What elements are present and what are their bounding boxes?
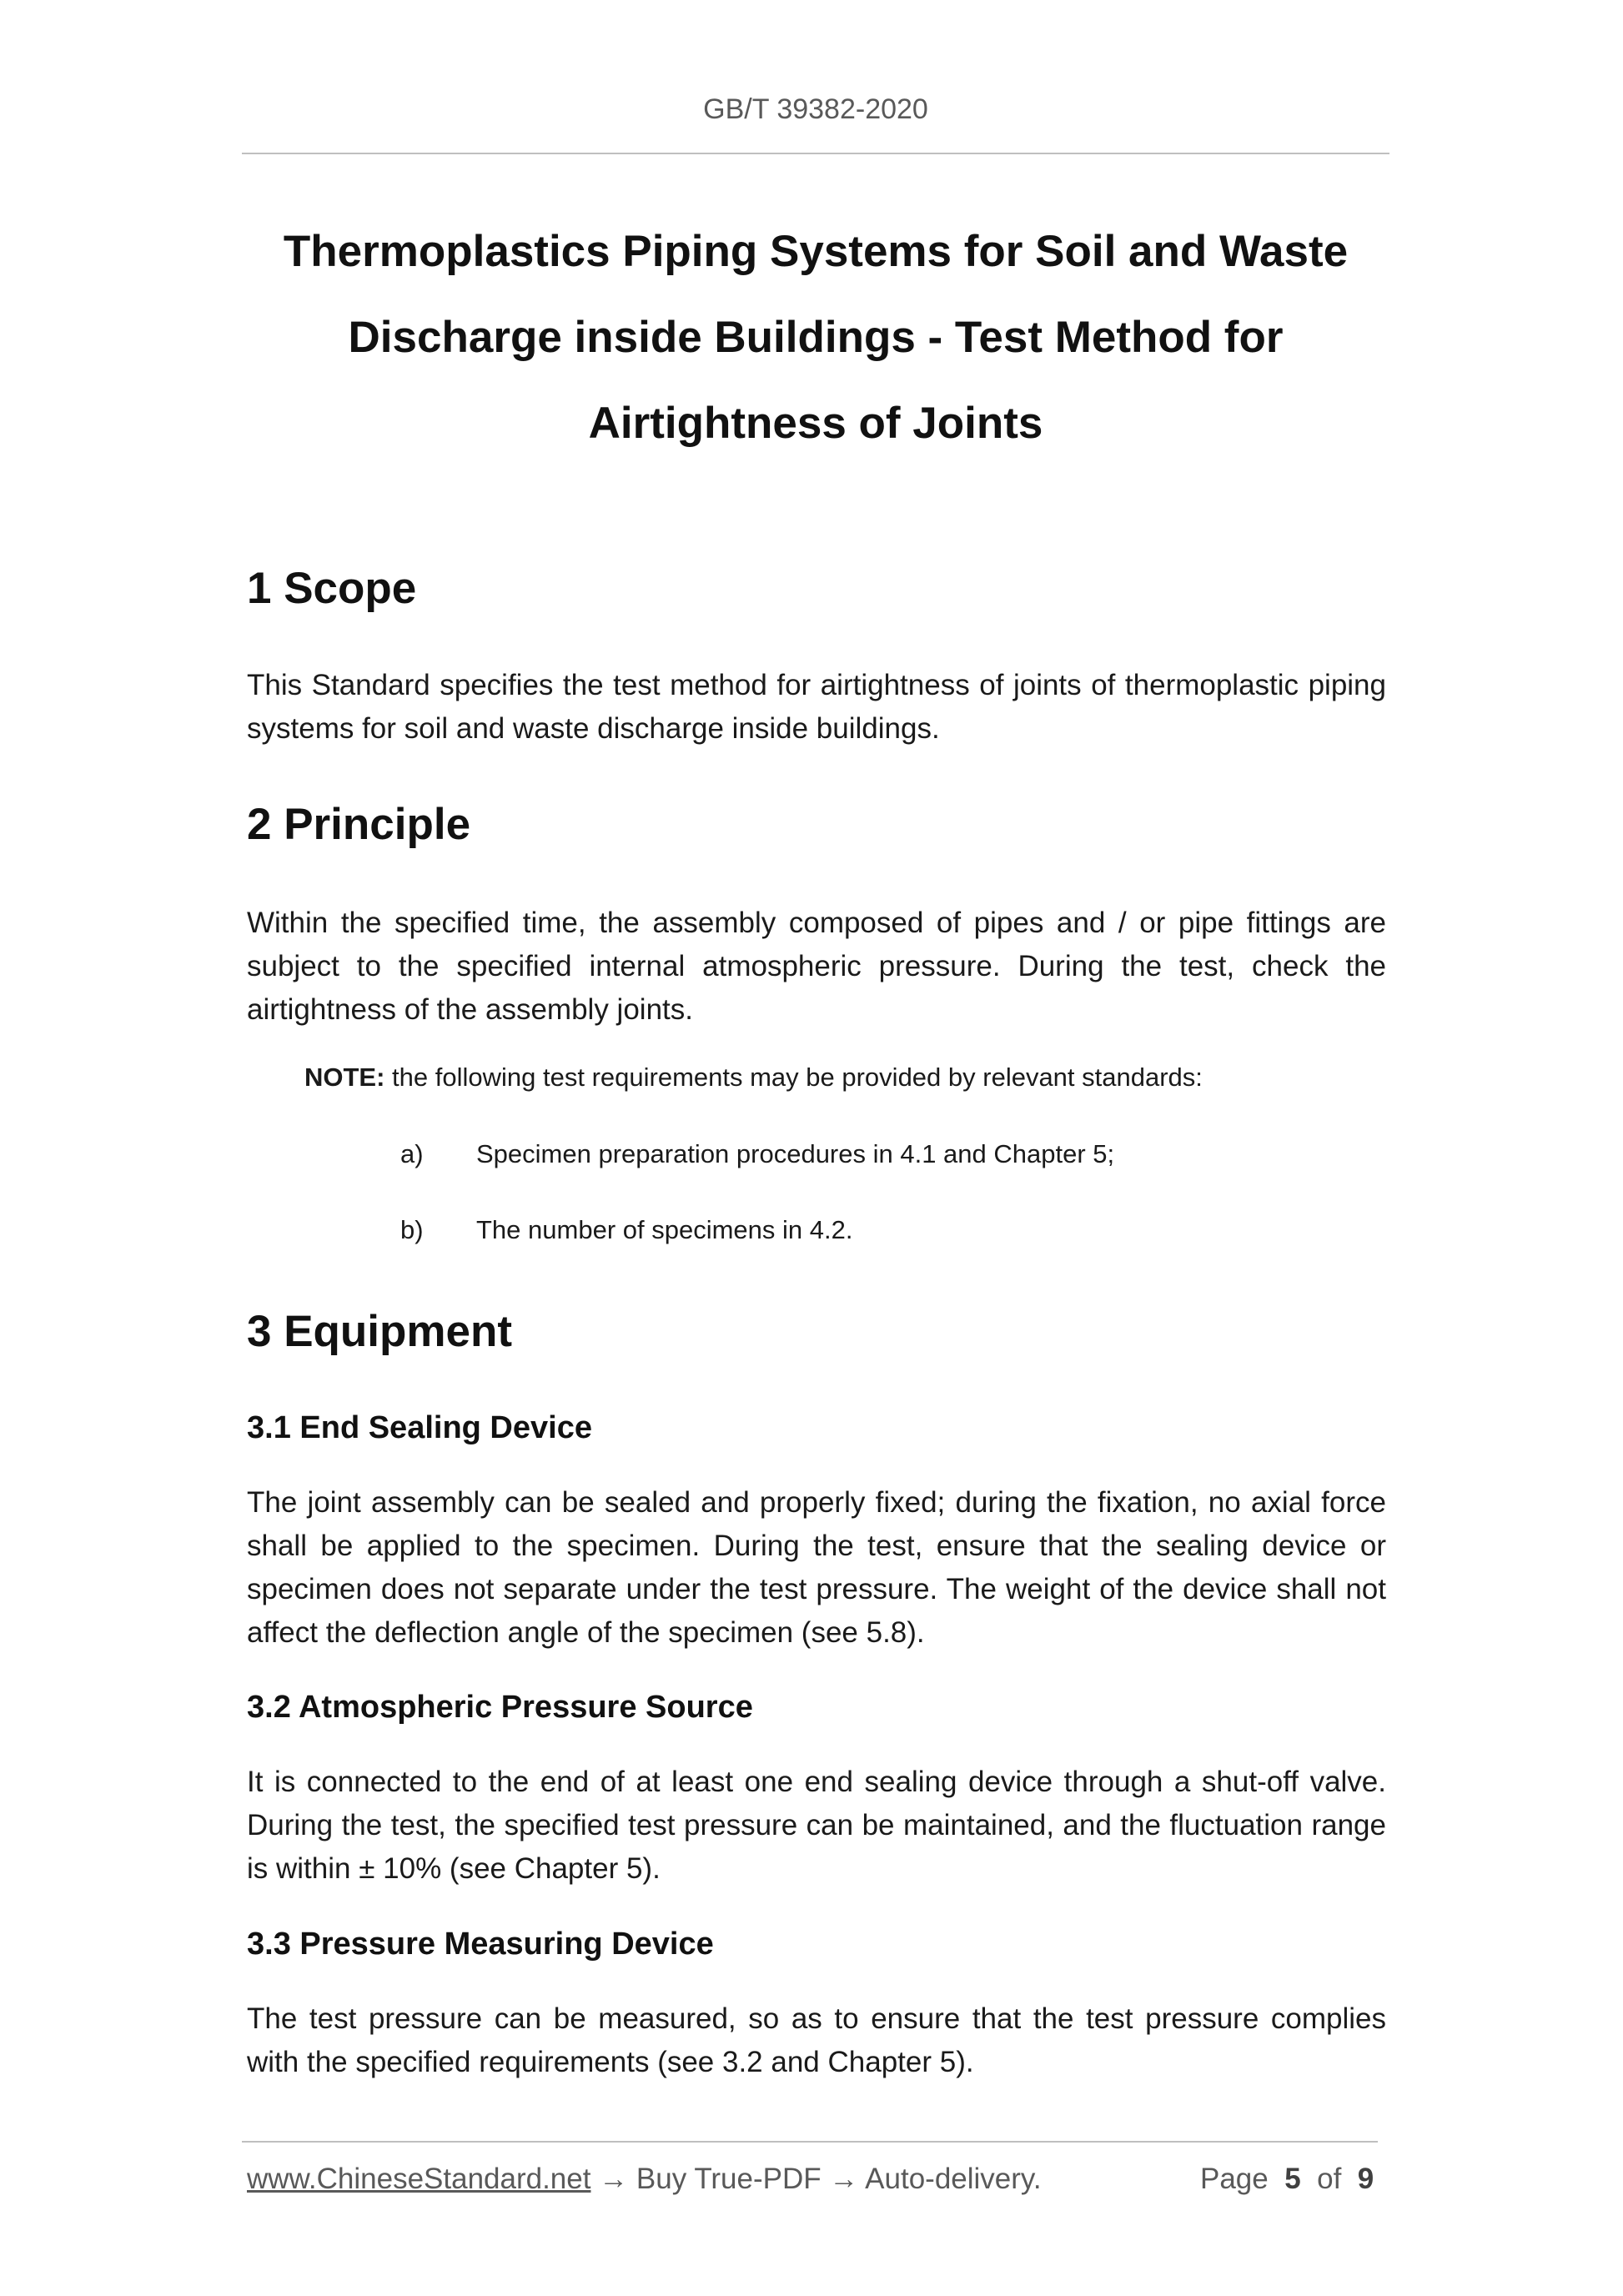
note-text: the following test requirements may be provided by relevant standards: [384,1063,1203,1092]
current-page-number: 5 [1284,2163,1301,2195]
atmospheric-pressure-source-paragraph: It is connected to the end of at least one end sealing device through a shut-off valve. During the test, the specified test pressure can be maintained, and the fluctuation range is within ± 10% (see Chapter 5). [247,1766,1386,1885]
title-line-1: Thermoplastics Piping Systems for Soil and Waste [283,227,1349,276]
heading-end-sealing-device: 3.1 End Sealing Device [247,1410,592,1445]
pressure-measuring-device-paragraph: The test pressure can be measured, so as to ensure that the test pressure complies with the specified requirements (see 3.2 and Chapter 5). [247,2002,1386,2078]
scope-paragraph: This Standard specifies the test method for airtightness of joints of thermoplastic piping systems for soil and waste discharge inside buildings. [247,669,1386,745]
heading-pressure-measuring-device: 3.3 Pressure Measuring Device [247,1927,714,1962]
title-line-2: Discharge inside Buildings - Test Method for [348,313,1284,362]
footer-divider [242,2141,1378,2143]
heading-atmospheric-pressure-source: 3.2 Atmospheric Pressure Source [247,1690,753,1725]
of-label: of [1317,2163,1342,2195]
principle-paragraph: Within the specified time, the assembly composed of pipes and / or pipe fittings are subject to the specified internal atmospheric pressure. During the test, check the airtightness of the assembly joints. [247,907,1386,1026]
note-label: NOTE: [304,1063,385,1092]
list-marker: b) [400,1215,424,1244]
list-marker: a) [400,1139,424,1168]
list-item-text: The number of specimens in 4.2. [476,1215,853,1244]
list-item-text: Specimen preparation procedures in 4.1 and Chapter 5; [476,1139,1115,1168]
heading-principle: 2 Principle [247,800,471,849]
footer-promo-text: → Buy True-PDF → Auto-delivery. [590,2163,1042,2195]
document-number-header: GB/T 39382-2020 [703,93,928,125]
page-indicator [1200,2160,1374,2198]
header-divider [242,153,1389,154]
total-pages-number: 9 [1357,2163,1374,2195]
document-title [242,208,1389,466]
footer-promo [247,2160,1042,2198]
note [304,1059,1203,1096]
heading-scope: 1 Scope [247,564,417,613]
heading-equipment: 3 Equipment [247,1307,513,1356]
title-line-3: Airtightness of Joints [588,399,1043,448]
page-label: Page [1200,2163,1269,2195]
website-link[interactable]: www.ChineseStandard.net [247,2163,591,2195]
end-sealing-device-paragraph: The joint assembly can be sealed and properly fixed; during the fixation, no axial force shall be applied to the specimen. During the test, ensure that the sealing device or specimen does not separate under the test pressure. The weight of the device shall not affect the deflection angle of the specimen (see 5.8). [247,1486,1386,1649]
